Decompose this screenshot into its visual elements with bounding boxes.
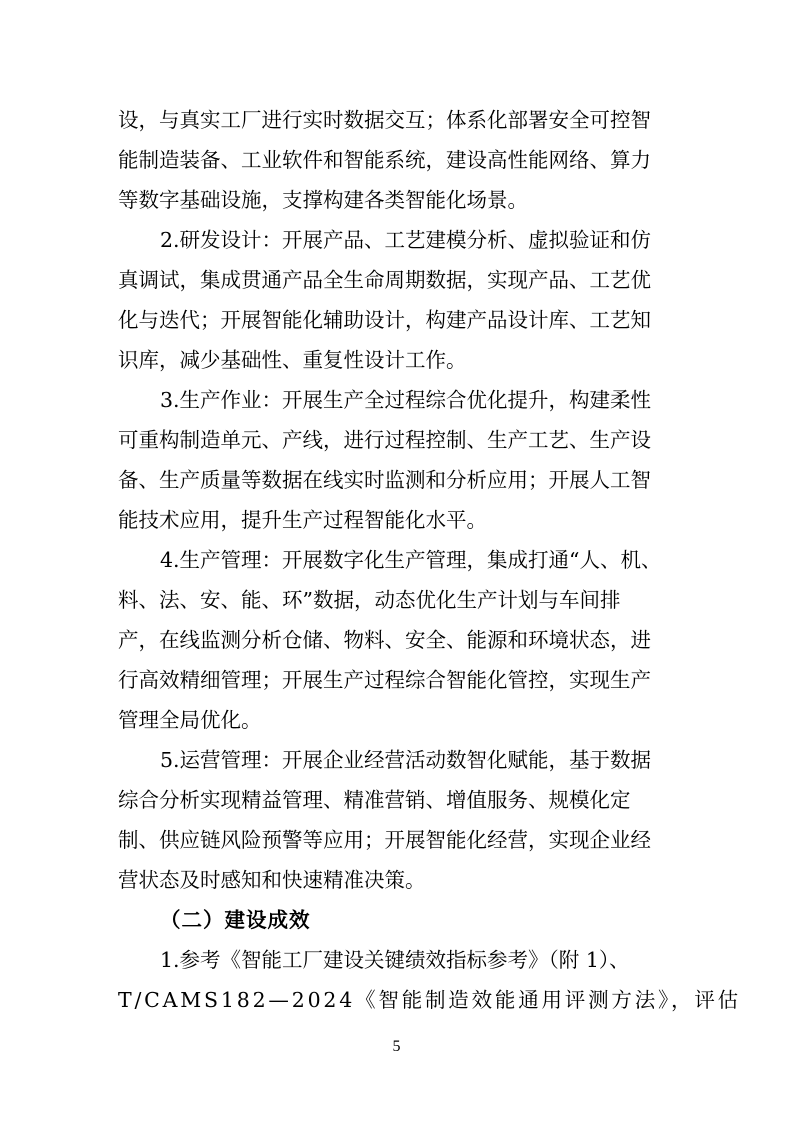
section-item-2: 2.研发设计：开展产品、工艺建模分析、虚拟验证和仿: [160, 228, 652, 252]
body-text-line: 行高效精细管理；开展生产过程综合智能化管控，实现生产: [118, 668, 651, 692]
body-text-line: 设，与真实工厂进行实时数据交互；体系化部署安全可控智: [118, 108, 651, 132]
page-number: 5: [392, 1038, 401, 1055]
section-item-4: 4.生产管理：开展数字化生产管理，集成打通“人、机、: [160, 548, 662, 572]
body-text-line: 综合分析实现精益管理、精准营销、增值服务、规模化定: [118, 788, 631, 812]
body-text-line: 化与迭代；开展智能化辅助设计，构建产品设计库、工艺知: [118, 308, 651, 332]
body-text-line: 能技术应用，提升生产过程智能化水平。: [118, 508, 487, 532]
section-item-1: 1.参考《智能工厂建设关键绩效指标参考》（附 1）、: [160, 948, 630, 972]
body-text-line: 可重构制造单元、产线，进行过程控制、生产工艺、生产设: [118, 428, 651, 452]
body-text-line: 管理全局优化。: [118, 708, 262, 732]
section-item-5: 5.运营管理：开展企业经营活动数智化赋能，基于数据: [160, 748, 652, 772]
section-heading: （二）建设成效: [160, 908, 311, 932]
body-text-line: 识库，减少基础性、重复性设计工作。: [118, 348, 467, 372]
body-text-line: T/CAMS182—2024《智能制造效能通用评测方法》，评估: [118, 988, 741, 1012]
body-text-line: 等数字基础设施，支撑构建各类智能化场景。: [118, 188, 528, 212]
body-text-line: 营状态及时感知和快速精准决策。: [118, 868, 426, 892]
body-text-line: 能制造装备、工业软件和智能系统，建设高性能网络、算力: [118, 148, 651, 172]
body-text-line: 真调试，集成贯通产品全生命周期数据，实现产品、工艺优: [118, 268, 651, 292]
body-text-line: 制、供应链风险预警等应用；开展智能化经营，实现企业经: [118, 828, 651, 852]
body-text-line: 料、法、安、能、环”数据，动态优化生产计划与车间排: [118, 588, 621, 612]
body-text-line: 产，在线监测分析仓储、物料、安全、能源和环境状态，进: [118, 628, 651, 652]
body-text-line: 备、生产质量等数据在线实时监测和分析应用；开展人工智: [118, 468, 651, 492]
section-item-3: 3.生产作业：开展生产全过程综合优化提升，构建柔性: [160, 388, 652, 412]
